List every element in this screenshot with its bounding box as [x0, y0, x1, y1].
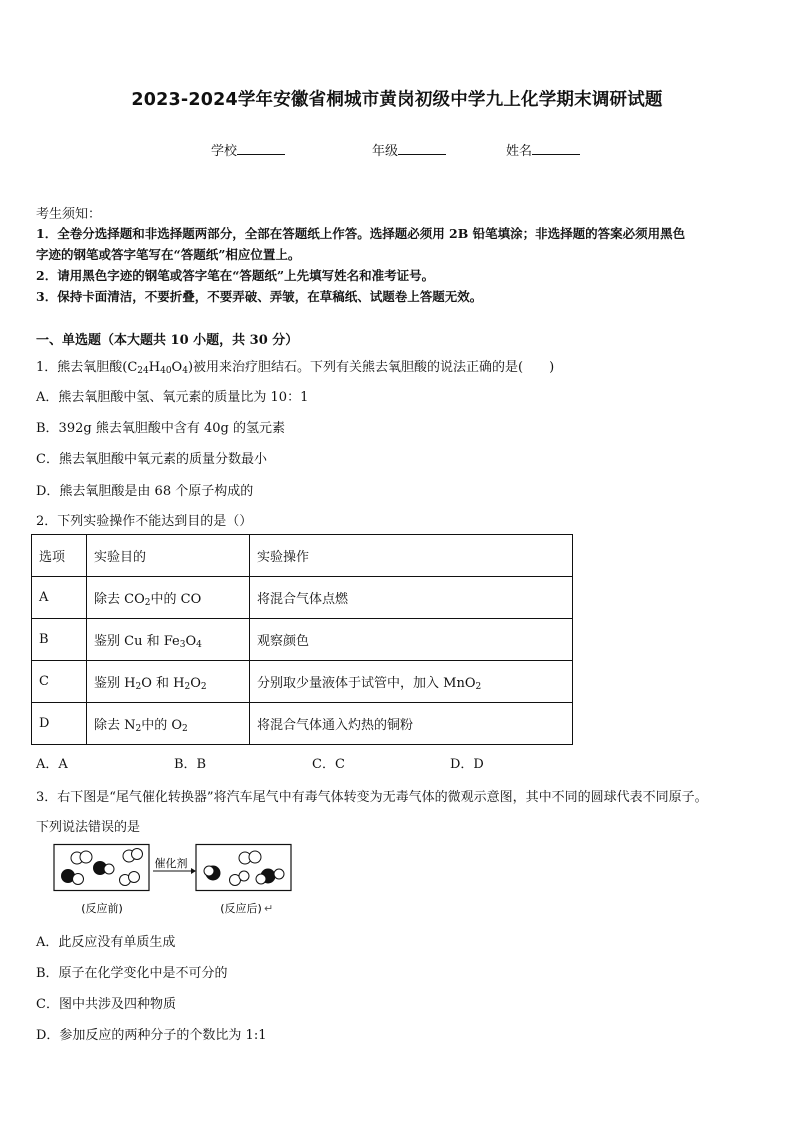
table-cell-option: C	[32, 661, 87, 703]
after-molecules	[204, 851, 284, 886]
q3-stem-2: 下列说法错误的是	[36, 820, 141, 835]
table-row	[32, 577, 573, 619]
table-cell-operation: 将混合气体点燃	[250, 577, 573, 619]
reaction-diagram	[53, 843, 298, 918]
q3-option-d[interactable]: D．参加反应的两种分子的个数比为 1:1	[36, 1028, 267, 1043]
grade-field: 年级	[372, 140, 446, 159]
table-cell-operation: 分别取少量液体于试管中，加入 MnO$_2$	[250, 661, 573, 703]
q2-table	[31, 534, 573, 745]
notice-heading: 考生须知：	[36, 207, 102, 222]
q2-choices	[36, 753, 588, 772]
notice-line-1b: 字迹的钢笔或答字笔写在“答题纸”相应位置上。	[36, 247, 301, 262]
notice-line-2: 2．请用黑色字迹的钢笔或答字笔在“答题纸”上先填写姓名和准考证号。	[36, 268, 435, 283]
q3-option-b[interactable]: B．原子在化学变化中是不可分的	[36, 966, 228, 981]
return-mark: ↵	[264, 902, 274, 915]
q3-option-a[interactable]: A．此反应没有单质生成	[36, 935, 176, 950]
table-header-row	[32, 535, 573, 577]
q3-option-c[interactable]: C．图中共涉及四种物质	[36, 997, 176, 1012]
page-title: 2023-2024学年安徽省桐城市黄岗初级中学九上化学期末调研试题	[131, 90, 663, 110]
table-cell-operation: 观察颜色	[250, 619, 573, 661]
q2-choice-d[interactable]: D．D	[450, 757, 484, 772]
school-blank[interactable]	[237, 142, 285, 155]
name-blank[interactable]	[532, 142, 580, 155]
table-row	[32, 619, 573, 661]
after-label: (反应后)	[220, 902, 262, 915]
q2-choice-b[interactable]: B．B	[174, 757, 207, 772]
table-header-cell: 选项	[32, 535, 87, 577]
notice-line-3: 3．保持卡面清洁，不要折叠，不要弄破、弄皱，在草稿纸、试题卷上答题无效。	[36, 289, 483, 304]
q1-option-c[interactable]: C．熊去氧胆酸中氧元素的质量分数最小	[36, 452, 267, 467]
name-field: 姓名	[506, 140, 580, 159]
q1-option-a[interactable]: A．熊去氧胆酸中氢、氧元素的质量比为 10：1	[36, 390, 309, 405]
notice-line-1a: 1．全卷分选择题和非选择题两部分，全部在答题纸上作答。选择题必须用 2B 铅笔填涂；非选择题的答案必须用黑色	[36, 226, 686, 241]
table-cell-purpose: 除去 $N_2$中的 $O_2$	[87, 703, 250, 745]
q2-choice-c[interactable]: C．C	[312, 757, 345, 772]
table-cell-option: B	[32, 619, 87, 661]
grade-blank[interactable]	[398, 142, 446, 155]
q2-choice-a[interactable]: A．A	[36, 757, 68, 772]
table-cell-purpose: 鉴别 $H_2O$ 和 $H_2O_2$	[87, 661, 250, 703]
catalyst-label: 催化剂	[154, 857, 188, 870]
q1-option-b[interactable]: B．392g 熊去氧胆酸中含有 40g 的氢元素	[36, 421, 285, 436]
table-row	[32, 661, 573, 703]
table-cell-option: A	[32, 577, 87, 619]
table-cell-operation: 将混合气体通入灼热的铜粉	[250, 703, 573, 745]
school-field: 学校	[211, 140, 285, 159]
before-label: (反应前)	[81, 902, 123, 915]
table-header-cell: 实验目的	[87, 535, 250, 577]
q3-stem-1: 3．右下图是“尾气催化转换器”将汽车尾气中有毒气体转变为无毒气体的微观示意图，其中不同的圆球代表不同原子。	[36, 790, 708, 805]
table-row	[32, 703, 573, 745]
q1-stem: 1．熊去氧胆酸$(C_{24}H_{40}O_4)$被用来治疗胆结石。下列有关熊去氧胆酸的说法正确的是( )	[36, 360, 555, 376]
table-cell-purpose: 除去 $CO_2$中的 CO	[87, 577, 250, 619]
table-cell-purpose: 鉴别 Cu 和 $Fe_3O_4$	[87, 619, 250, 661]
table-cell-option: D	[32, 703, 87, 745]
section-heading: 一、单选题（本大题共 10 小题，共 30 分）	[36, 333, 299, 348]
q2-stem: 2．下列实验操作不能达到目的是（）	[36, 514, 253, 529]
q1-option-d[interactable]: D．熊去氧胆酸是由 68 个原子构成的	[36, 484, 254, 499]
before-molecules	[62, 849, 143, 886]
table-header-cell: 实验操作	[250, 535, 573, 577]
